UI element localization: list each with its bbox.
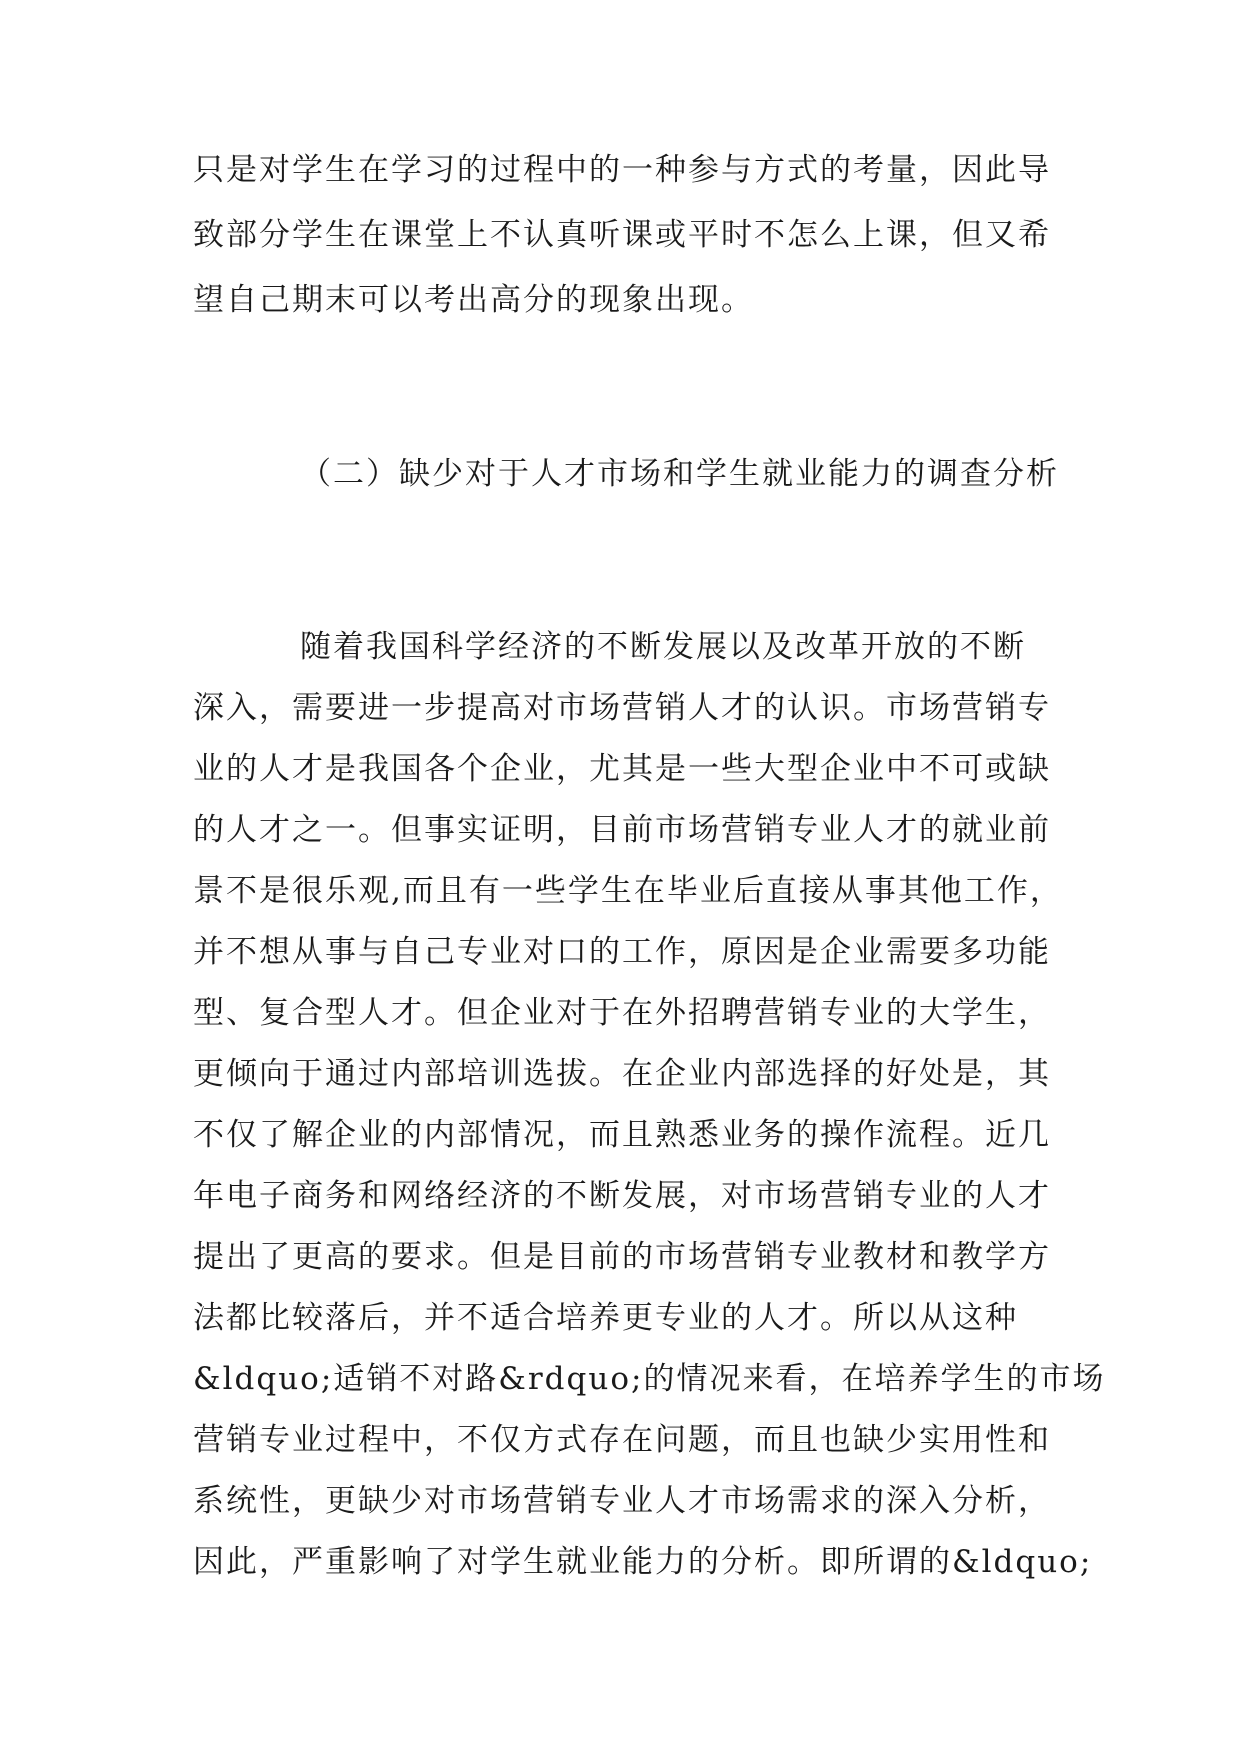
- paragraph2-line: 更倾向于通过内部培训选拔。在企业内部选择的好处是，其: [193, 1056, 1051, 1092]
- paragraph2-line: 提出了更高的要求。但是目前的市场营销专业教材和教学方: [193, 1239, 1051, 1275]
- paragraph2-line: 景不是很乐观,而且有一些学生在毕业后直接从事其他工作，: [193, 873, 1063, 909]
- paragraph2-line: 随着我国科学经济的不断发展以及改革开放的不断: [300, 629, 1026, 665]
- paragraph2-line: 业的人才是我国各个企业，尤其是一些大型企业中不可或缺: [193, 751, 1051, 787]
- paragraph2-line: 并不想从事与自己专业对口的工作，原因是企业需要多功能: [193, 934, 1051, 970]
- paragraph2-line: 营销专业过程中，不仅方式存在问题，而且也缺少实用性和: [193, 1422, 1051, 1458]
- paragraph2-line: 系统性，更缺少对市场营销专业人才市场需求的深入分析，: [193, 1483, 1051, 1519]
- paragraph2-line: 深入，需要进一步提高对市场营销人才的认识。市场营销专: [193, 690, 1051, 726]
- paragraph2-line: &ldquo;适销不对路&rdquo;的情况来看，在培养学生的市场: [193, 1361, 1106, 1397]
- paragraph2-line: 不仅了解企业的内部情况，而且熟悉业务的操作流程。近几: [193, 1117, 1051, 1153]
- paragraph2-line: 年电子商务和网络经济的不断发展，对市场营销专业的人才: [193, 1178, 1051, 1214]
- section-heading: （二）缺少对于人才市场和学生就业能力的调查分析: [300, 456, 1059, 492]
- paragraph2-line: 的人才之一。但事实证明，目前市场营销专业人才的就业前: [193, 812, 1051, 848]
- paragraph2-line: 法都比较落后，并不适合培养更专业的人才。所以从这种: [193, 1300, 1018, 1336]
- paragraph2-line: 型、复合型人才。但企业对于在外招聘营销专业的大学生，: [193, 995, 1051, 1031]
- paragraph2-line: 因此，严重影响了对学生就业能力的分析。即所谓的&ldquo;: [193, 1544, 1093, 1580]
- paragraph1-line: 望自己期末可以考出高分的现象出现。: [193, 282, 754, 318]
- paragraph1-line: 只是对学生在学习的过程中的一种参与方式的考量，因此导: [193, 152, 1051, 188]
- paragraph1-line: 致部分学生在课堂上不认真听课或平时不怎么上课，但又希: [193, 217, 1051, 253]
